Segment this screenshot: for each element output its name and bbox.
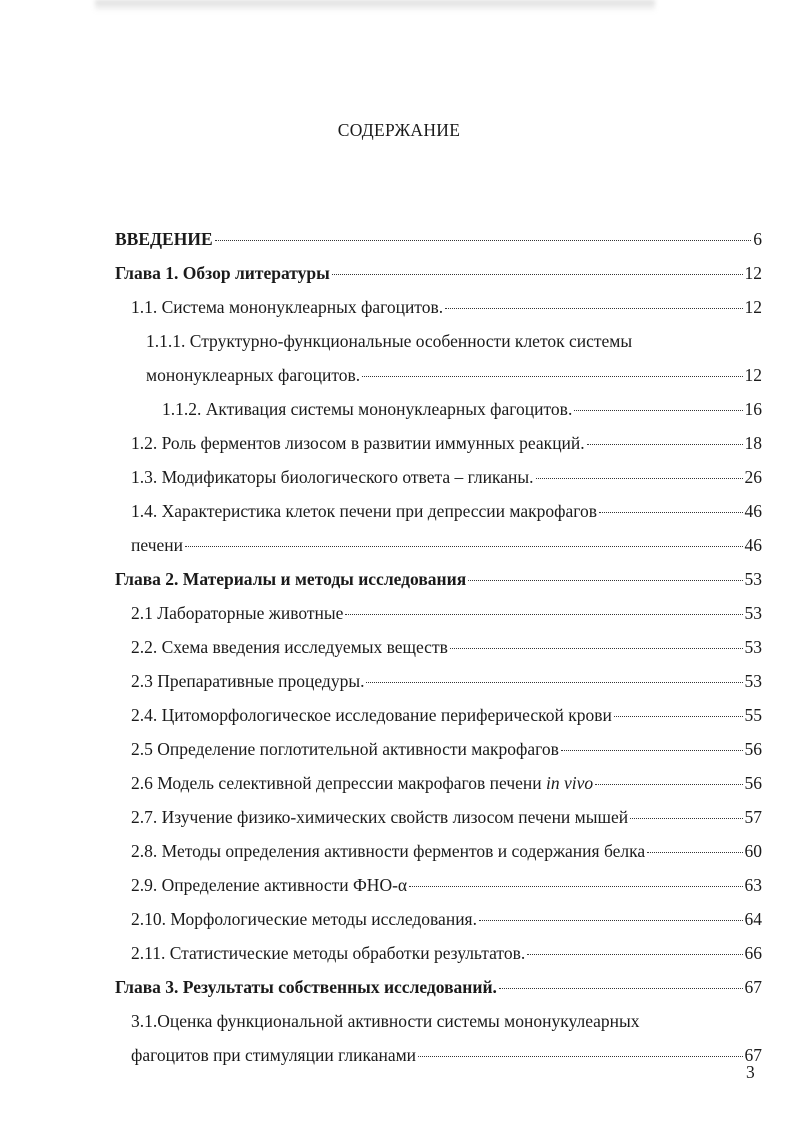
- toc-entry-section-2-10[interactable]: [131, 902, 762, 936]
- toc-entry-label: 2.1 Лабораторные животные: [131, 603, 344, 623]
- toc-entry-page: 67: [744, 977, 762, 997]
- dot-leader: [527, 954, 742, 955]
- toc-entry-page: 56: [744, 773, 762, 793]
- dot-leader: [418, 1056, 742, 1057]
- dot-leader: [409, 886, 742, 887]
- toc-entry-label-main: 2.6 Модель селективной депрессии макрофагов печени: [131, 773, 546, 793]
- toc-entry-page: 16: [744, 399, 762, 419]
- toc-entry-section-2-4[interactable]: [131, 698, 762, 732]
- toc-entry-section-1-1[interactable]: [131, 290, 762, 324]
- toc-entry-label: [131, 766, 593, 800]
- toc-entry-page: 6: [753, 229, 762, 249]
- scan-artifact: [95, 0, 655, 12]
- toc-entry-page: 12: [744, 263, 762, 283]
- toc-entry-page: 53: [744, 603, 762, 623]
- dot-leader: [614, 716, 743, 717]
- toc-entry-label: 2.5 Определение поглотительной активности макрофагов: [131, 739, 559, 759]
- toc-entry-page: 64: [744, 909, 762, 929]
- toc-entry-chapter-2[interactable]: [115, 562, 762, 596]
- dot-leader: [450, 648, 743, 649]
- toc-entry-page: 46: [744, 535, 762, 555]
- toc-entry-page: 63: [744, 875, 762, 895]
- toc-entry-section-2-8[interactable]: [131, 834, 762, 868]
- toc-entry-label: 2.4. Цитоморфологическое исследование периферической крови: [131, 705, 612, 725]
- toc-entry-page: 57: [744, 807, 762, 827]
- toc-entry-page: 53: [744, 671, 762, 691]
- toc-entry-label: Глава 1. Обзор литературы: [115, 263, 330, 283]
- toc-entry-section-1-1-1-line1[interactable]: [146, 324, 762, 358]
- toc-entry-label: 1.1.1. Структурно-функциональные особенности клеток системы: [146, 331, 633, 351]
- dot-leader: [587, 444, 743, 445]
- toc-entry-label: 2.2. Схема введения исследуемых веществ: [131, 637, 448, 657]
- page-number: 3: [746, 1062, 755, 1082]
- toc-entry-chapter-1[interactable]: [115, 256, 762, 290]
- dot-leader: [574, 410, 742, 411]
- toc-entry-chapter-3[interactable]: [115, 970, 762, 1004]
- toc-entry-section-2-1[interactable]: [131, 596, 762, 630]
- toc-entry-label: 2.3 Препаративные процедуры.: [131, 671, 365, 691]
- toc-entry-section-3-1-line1[interactable]: [131, 1004, 762, 1038]
- toc-entry-label: 2.11. Статистические методы обработки результатов.: [131, 943, 526, 963]
- dot-leader: [215, 240, 752, 241]
- toc-entry-label: 1.3. Модификаторы биологического ответа – гликаны.: [131, 467, 534, 487]
- dot-leader: [345, 614, 742, 615]
- toc-entry-section-2-2[interactable]: [131, 630, 762, 664]
- dot-leader: [536, 478, 743, 479]
- toc-entry-section-1-2[interactable]: [131, 426, 762, 460]
- toc-entry-label: 1.4. Характеристика клеток печени при депрессии макрофагов: [131, 501, 597, 521]
- toc-entry-section-1-1-1-line2[interactable]: [146, 358, 762, 392]
- dot-leader: [595, 784, 742, 785]
- toc-entry-label: 1.2. Роль ферментов лизосом в развитии иммунных реакций.: [131, 433, 585, 453]
- toc-entry-section-2-9[interactable]: [131, 868, 762, 902]
- toc-entry-section-2-6[interactable]: [131, 766, 762, 800]
- toc-entry-page: 12: [744, 297, 762, 317]
- dot-leader: [332, 274, 743, 275]
- toc-entry-label-italic: in vivo: [546, 773, 594, 793]
- dot-leader: [561, 750, 743, 751]
- dot-leader: [366, 682, 742, 683]
- dot-leader: [362, 376, 742, 377]
- toc-entry-label: 2.8. Методы определения активности ферментов и содержания белка: [131, 841, 646, 861]
- dot-leader: [599, 512, 743, 513]
- toc-entry-page: 18: [744, 433, 762, 453]
- dot-leader: [185, 546, 743, 547]
- dot-leader: [499, 988, 743, 989]
- toc-entry-label: 2.9. Определение активности ФНО-α: [131, 875, 408, 895]
- toc-entry-page: 53: [744, 569, 762, 589]
- toc-entry-section-1-1-2[interactable]: [162, 392, 762, 426]
- toc-entry-label: 3.1.Оценка функциональной активности системы мононукулеарных: [131, 1011, 640, 1031]
- toc-entry-page: 56: [744, 739, 762, 759]
- toc-entry-label: мононуклеарных фагоцитов.: [146, 365, 361, 385]
- toc-entry-page: 12: [744, 365, 762, 385]
- toc-entry-label: 2.7. Изучение физико-химических свойств лизосом печени мышей: [131, 807, 629, 827]
- toc-entry-label: печени: [131, 535, 183, 555]
- toc-entry-section-2-11[interactable]: [131, 936, 762, 970]
- toc-entry-section-2-3[interactable]: [131, 664, 762, 698]
- toc-entry-label: Глава 2. Материалы и методы исследования: [115, 569, 467, 589]
- toc-entry-label: 1.1. Система мононуклеарных фагоцитов.: [131, 297, 444, 317]
- toc-entry-label: Глава 3. Результаты собственных исследований.: [115, 977, 497, 997]
- toc-entry-label: ВВЕДЕНИЕ: [115, 229, 213, 249]
- toc-entry-label: фагоцитов при стимуляции гликанами: [131, 1045, 417, 1065]
- toc-entry-section-2-5[interactable]: [131, 732, 762, 766]
- toc-entry-section-1-4-cont[interactable]: [131, 528, 762, 562]
- toc-entry-label: 2.10. Морфологические методы исследования.: [131, 909, 477, 929]
- toc-entry-label: 1.1.2. Активация системы мононуклеарных фагоцитов.: [162, 399, 573, 419]
- toc-entry-page: 46: [744, 501, 762, 521]
- toc-entry-section-1-3[interactable]: [131, 460, 762, 494]
- toc-entry-page: 26: [744, 467, 762, 487]
- dot-leader: [647, 852, 742, 853]
- toc-entry-page: 55: [744, 705, 762, 725]
- toc-entry-introduction[interactable]: [115, 222, 762, 256]
- toc-entry-section-3-1-line2[interactable]: [131, 1038, 762, 1072]
- page-title: СОДЕРЖАНИЕ: [337, 120, 461, 140]
- dot-leader: [479, 920, 743, 921]
- dot-leader: [445, 308, 742, 309]
- toc-entry-page: 53: [744, 637, 762, 657]
- dot-leader: [468, 580, 742, 581]
- toc-entry-page: 66: [744, 943, 762, 963]
- toc-entry-page: 60: [744, 841, 762, 861]
- toc-entry-section-1-4[interactable]: [131, 494, 762, 528]
- toc-entry-section-2-7[interactable]: [131, 800, 762, 834]
- dot-leader: [630, 818, 742, 819]
- toc-entry-page: 67: [744, 1045, 762, 1065]
